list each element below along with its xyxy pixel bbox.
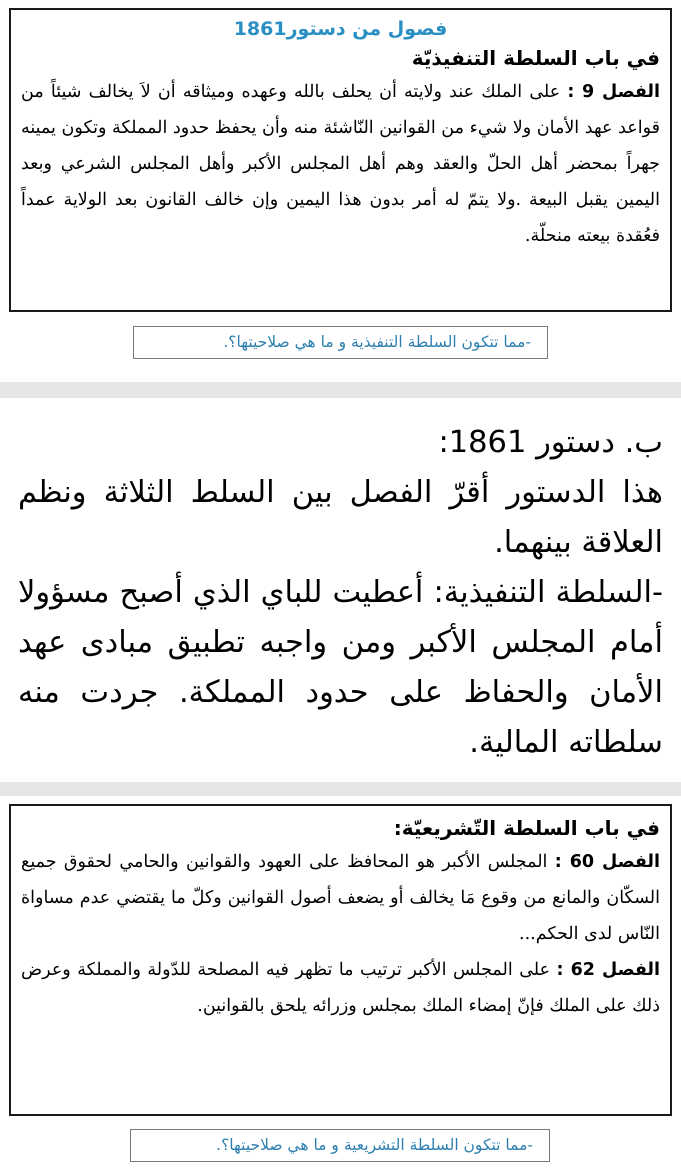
article-62 bbox=[21, 952, 660, 1024]
excerpt-panel-executive bbox=[0, 0, 681, 382]
constitution-excerpt-box bbox=[9, 804, 672, 1116]
section-heading: في باب السلطة التنفيذيّة bbox=[411, 46, 660, 70]
article-text: على الملك عند ولايته أن يحلف بالله وعهده وميثاقه أن لاَ يخالف شيئاً من قواعد عهد الأمان ولا شيء من القوانين النّاشئة منه وأن يحفظ حدود المملكة وتكون يمينه جهراً بمحضر أهل الحلّ والعقد وهم أهل المجلس الأكبر وأهل المجلس الشرعي وبعد اليمين يقبل البيعة .ولا يتمّ له أمر بدون هذا اليمين وإن خالف القانون بعد الولاية عمداً فعُقدة بيعته منحلّة. bbox=[21, 82, 660, 246]
excerpt-panel-legislative bbox=[0, 796, 681, 1175]
article-9 bbox=[21, 74, 660, 254]
constitution-excerpt-box bbox=[9, 8, 672, 312]
article-label: الفصل 60 : bbox=[554, 852, 660, 872]
article-text: على المجلس الأكبر ترتيب ما تظهر فيه المصلحة للدّولة والمملكة وعرض ذلك على الملك فإنّ إمضاء الملك بمجلس وزرائه يلحق بالقوانين. bbox=[21, 960, 660, 1016]
explanation-paragraph-2: -السلطة التنفيذية: أعطيت للباي الذي أصبح مسؤولا أمام المجلس الأكبر ومن واجبه تطبيق مبادى عهد الأمان والحفاظ على حدود المملكة. جردت منه سلطاته المالية. bbox=[18, 575, 663, 760]
article-label: الفصل 9 : bbox=[567, 82, 660, 102]
article-60 bbox=[21, 844, 660, 952]
question-box: -مما تتكون السلطة التشريعية و ما هي صلاحيتها؟. bbox=[130, 1129, 550, 1162]
excerpt-title: فصول من دستور1861 bbox=[233, 18, 448, 40]
question-box: -مما تتكون السلطة التنفيذية و ما هي صلاحيتها؟. bbox=[133, 326, 548, 359]
explanation-heading: ب. دستور 1861: bbox=[438, 425, 663, 460]
explanation-content bbox=[0, 398, 681, 768]
article-label: الفصل 62 : bbox=[556, 960, 660, 980]
article-text: المجلس الأكبر هو المحافظ على العهود والقوانين والحامي لحقوق جميع السكّان والمانع من وقوع مَا يخالف أو يضعف أصول القوانين وكلّ ما يقتضي عدم مساواة النّاس لدى الحكم... bbox=[21, 852, 660, 944]
explanation-paragraph-1: هذا الدستور أقرّ الفصل بين السلط الثلاثة ونظم العلاقة بينهما. bbox=[18, 475, 663, 560]
explanation-panel bbox=[0, 398, 681, 782]
section-heading: في باب السلطة التّشريعيّة: bbox=[393, 816, 660, 840]
